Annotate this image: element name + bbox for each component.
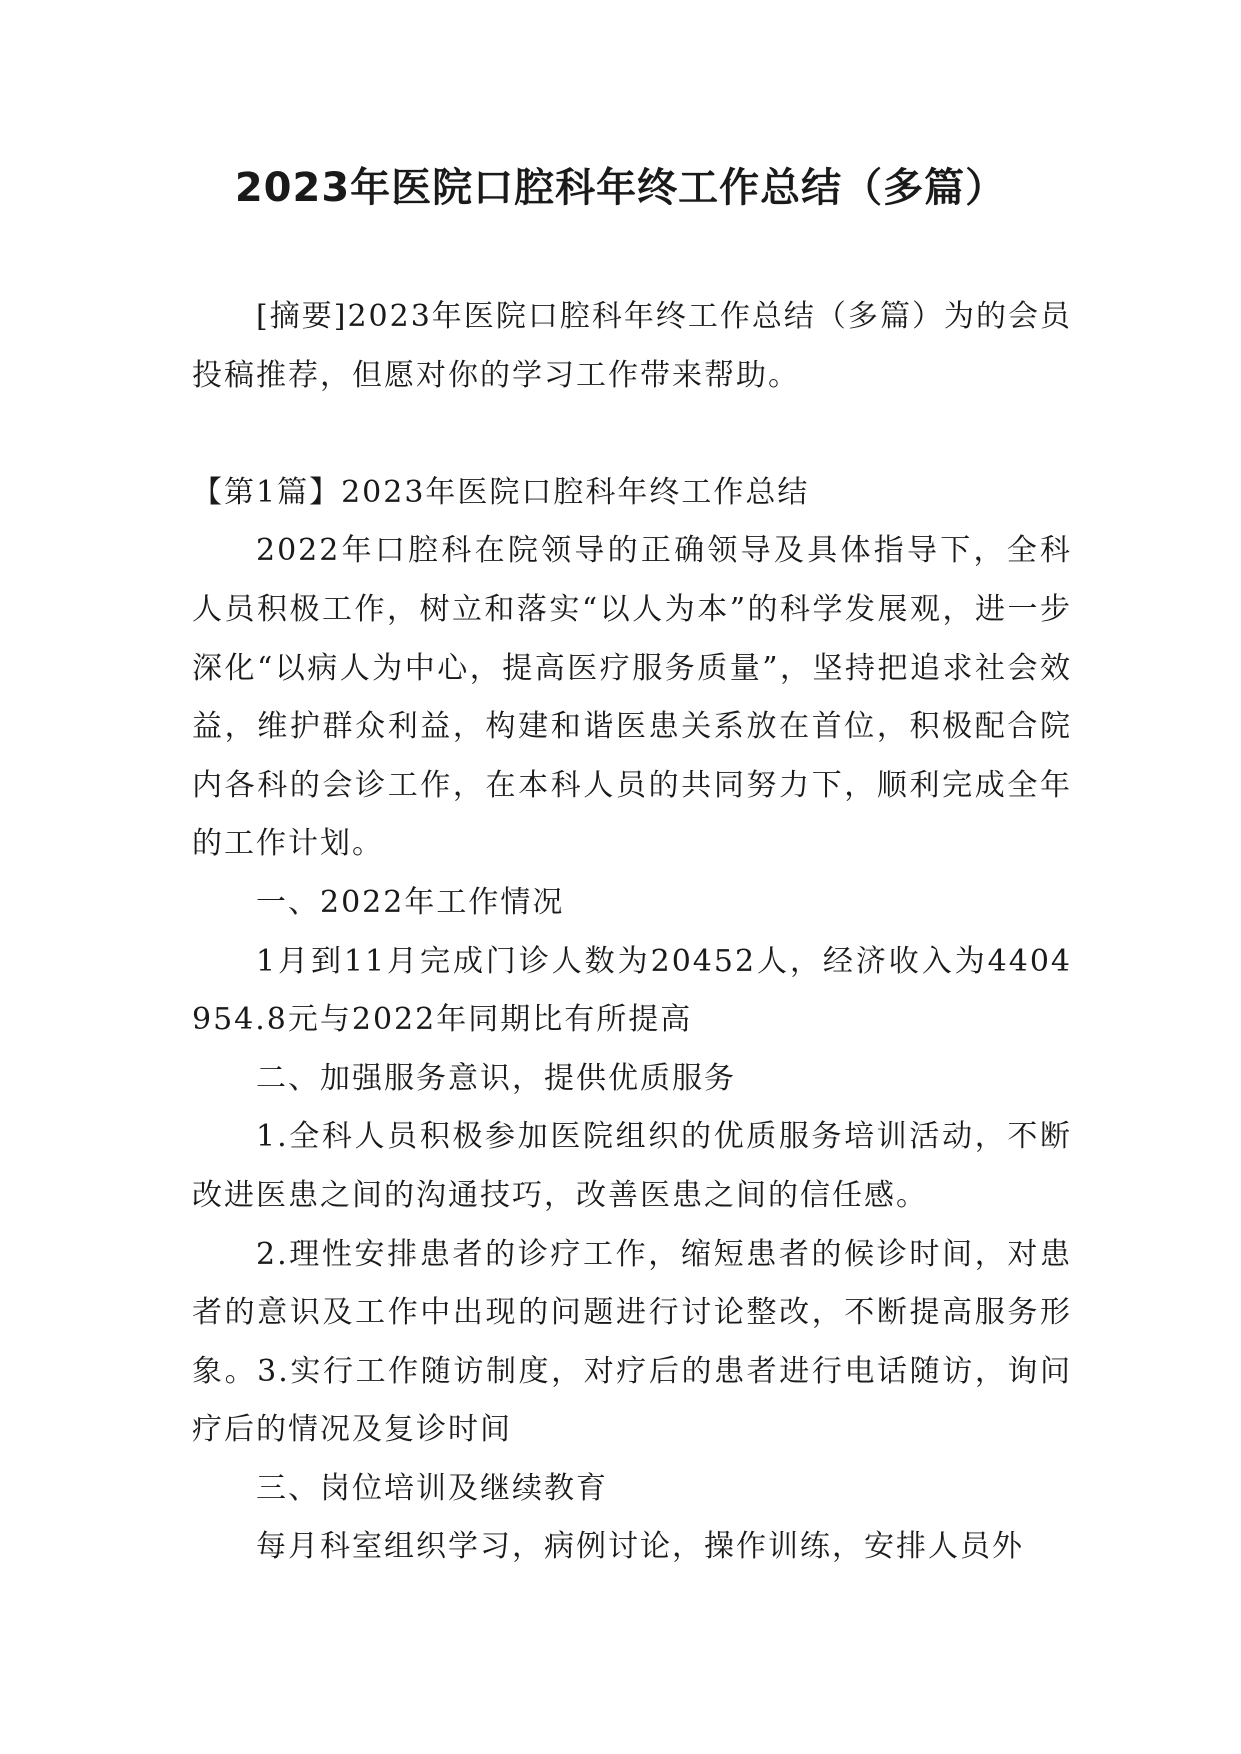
blank-line [192, 405, 1072, 464]
body-paragraph: 2.理性安排患者的诊疗工作，缩短患者的候诊时间，对患者的意识及工作中出现的问题进行讨论整改，不断提高服务形象。3.实行工作随访制度，对疗后的患者进行电话随访，询问疗后的情况及复诊时间 [192, 1236, 1072, 1448]
section-heading: 【第1篇】2023年医院口腔科年终工作总结 [192, 474, 810, 510]
subheading: 二、加强服务意识，提供优质服务 [256, 1060, 736, 1096]
document-title: 2023年医院口腔科年终工作总结（多篇） [234, 165, 1007, 211]
body-paragraph: 每月科室组织学习，病例讨论，操作训练，安排人员外 [256, 1529, 1024, 1565]
body-paragraph: 1月到11月完成门诊人数为20452人，经济收入为4404954.8元与2022年同期比有所提高 [192, 943, 1072, 1038]
body-paragraph: 2022年口腔科在院领导的正确领导及具体指导下，全科人员积极工作，树立和落实“以人为本”的科学发展观，进一步深化“以病人为中心，提高医疗服务质量”，坚持把追求社会效益，维护群众利益，构建和谐医患关系放在首位，积极配合院内各科的会诊工作，在本科人员的共同努力下，顺利完成全年的工作计划。 [192, 533, 1072, 862]
document-body [192, 288, 1072, 1577]
abstract-paragraph: [摘要]2023年医院口腔科年终工作总结（多篇）为的会员投稿推荐，但愿对你的学习工作带来帮助。 [192, 299, 1072, 393]
subheading: 一、2022年工作情况 [256, 884, 565, 920]
body-paragraph: 1.全科人员积极参加医院组织的优质服务培训活动，不断改进医患之间的沟通技巧，改善医患之间的信任感。 [192, 1119, 1072, 1213]
subheading: 三、岗位培训及继续教育 [256, 1470, 608, 1506]
